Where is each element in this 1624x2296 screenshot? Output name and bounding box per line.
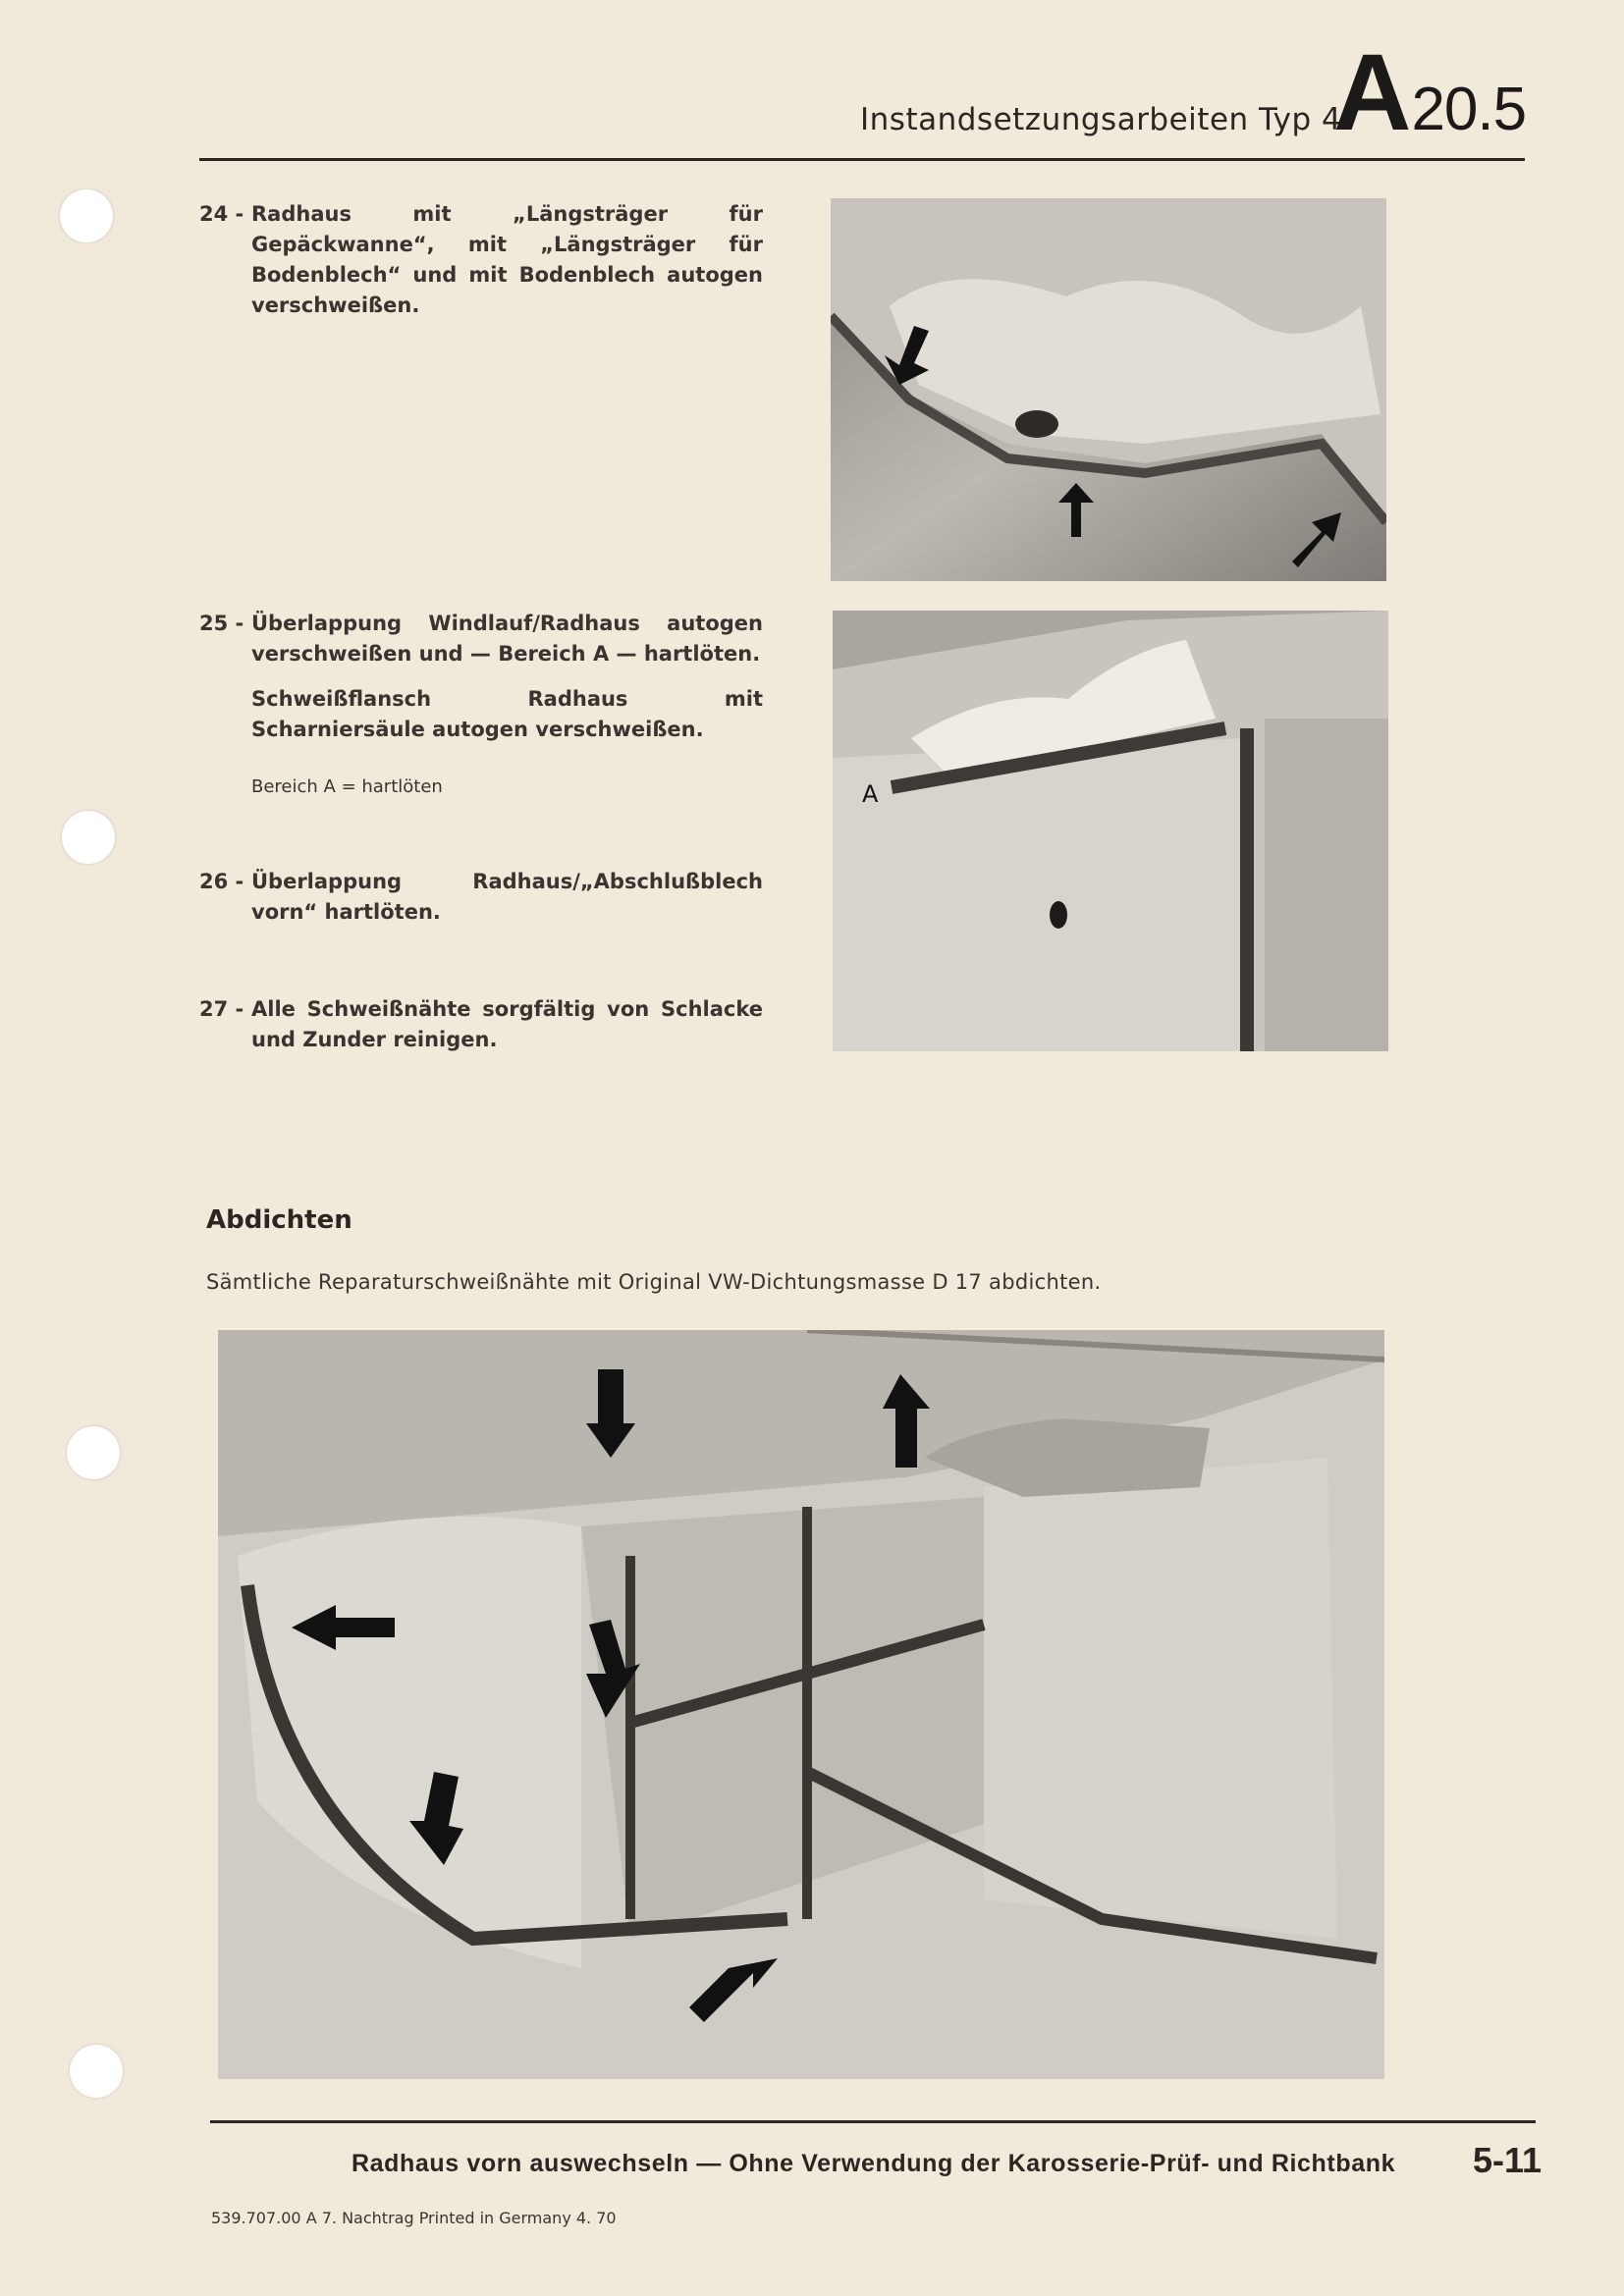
area-a-label: A [862,780,879,808]
print-code: 539.707.00 A 7. Nachtrag Printed in Germany 4. 70 [211,2209,617,2227]
section-letter: A [1333,32,1412,153]
step-26 [199,867,763,928]
header-title: Instandsetzungsarbeiten Typ 4 [860,102,1342,137]
footer-title: Radhaus vorn auswechseln — Ohne Verwendung der Karosserie-Prüf- und Richtbank [352,2150,1396,2177]
step-25-extra: Schweißflansch Radhaus mit Scharniersäule autogen verschweißen. [251,687,763,741]
section-number: 20.5 [1411,76,1527,143]
step-27 [199,994,763,1055]
section-body: Sämtliche Reparaturschweißnähte mit Original VW-Dichtungsmasse D 17 abdichten. [206,1270,1102,1294]
punch-hole [70,2045,123,2098]
step-number: 24 - [199,202,244,226]
header-rule [199,158,1525,161]
punch-hole [67,1426,120,1479]
step-number: 27 - [199,997,244,1021]
step-number: 25 - [199,612,244,635]
step-25 [199,609,763,669]
step-number: 26 - [199,870,244,893]
section-code [1333,32,1527,153]
photo-sealed-wheelhouse [218,1330,1384,2079]
step-text: Alle Schweißnähte sorgfältig von Schlacke und Zunder reinigen. [251,997,763,1051]
step-24 [199,199,763,321]
photo-wheelhouse-weld-underside [831,198,1386,581]
punch-hole [60,189,113,242]
page-number: 5-11 [1473,2140,1543,2180]
step-25-note: Bereich A = hartlöten [251,776,443,797]
step-text: Überlappung Windlauf/Radhaus autogen verschweißen und — Bereich A — hartlöten. [251,612,763,666]
punch-hole [62,811,115,864]
photo-windlauf-overlap [833,611,1388,1051]
step-text: Radhaus mit „Längsträger für Gepäckwanne“, mit „Längsträger für Bodenblech“ und mit Bodenblech autogen verschweißen. [251,202,763,317]
footer-rule [210,2120,1536,2123]
step-text: Überlappung Radhaus/„Abschlußblech vorn“ hartlöten. [251,870,763,924]
section-heading: Abdichten [206,1205,352,1235]
